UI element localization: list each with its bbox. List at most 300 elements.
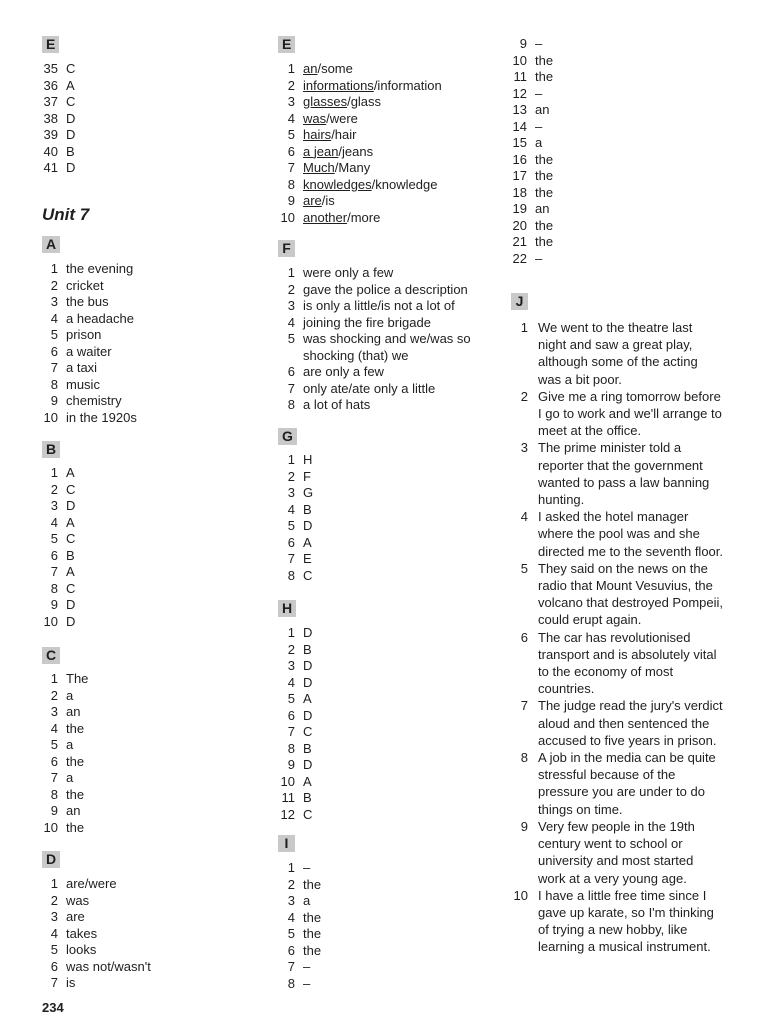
item-answer: B <box>303 740 312 756</box>
item-number: 10 <box>43 409 58 425</box>
item-number: 4 <box>287 674 295 690</box>
item-answer: a <box>66 687 74 703</box>
item-number: 4 <box>287 501 295 517</box>
item-answer: the <box>535 234 554 249</box>
item-number: 6 <box>50 958 58 974</box>
section-i-list <box>273 860 321 992</box>
item-answer: gave the police a description <box>303 281 468 297</box>
correct-word: /Many <box>334 160 371 175</box>
section-i-continued-list <box>505 36 553 267</box>
item-number: 5 <box>287 691 295 706</box>
sentence-item <box>505 319 724 388</box>
item-number: 7 <box>520 698 528 714</box>
list-item <box>36 127 75 144</box>
item-number: 3 <box>287 94 295 109</box>
list-item <box>505 168 553 185</box>
list-item <box>36 94 75 111</box>
sentence-item <box>505 887 724 956</box>
item-number: 9 <box>287 193 295 208</box>
list-item <box>505 53 553 70</box>
item-number: 8 <box>50 376 58 392</box>
item-answer: the <box>535 52 554 68</box>
item-number: 2 <box>287 641 295 657</box>
list-item <box>273 757 312 774</box>
item-answer: B <box>66 143 75 159</box>
item-answer: The <box>66 671 89 686</box>
item-number: 4 <box>50 514 58 530</box>
item-answer: a waiter <box>66 343 112 359</box>
section-f-badge: F <box>278 240 295 257</box>
item-number: 5 <box>50 531 58 546</box>
item-answer: chemistry <box>66 393 122 408</box>
item-number: 39 <box>43 127 58 142</box>
item-number: 5 <box>50 942 58 957</box>
item-answer: D <box>66 597 76 612</box>
item-number: 7 <box>287 551 295 566</box>
item-number: 10 <box>43 819 58 835</box>
item-answer: D <box>303 757 313 772</box>
wrong-word: are <box>303 193 322 208</box>
item-number: 3 <box>287 485 295 500</box>
list-item <box>505 201 553 218</box>
item-answer: D <box>66 160 76 175</box>
list-item <box>273 265 471 282</box>
list-item <box>36 909 151 926</box>
correct-word: /some <box>317 61 353 76</box>
item-number: 9 <box>287 757 295 772</box>
list-item <box>273 111 442 128</box>
item-number: 2 <box>50 481 58 497</box>
item-answer: a <box>66 737 74 752</box>
item-answer: an <box>535 201 550 216</box>
item-number: 11 <box>513 69 527 84</box>
list-item <box>273 724 312 741</box>
item-answer: C <box>303 724 313 739</box>
list-item <box>36 737 88 754</box>
item-answer: C <box>303 567 313 583</box>
item-number: 9 <box>50 393 58 408</box>
item-number: 12 <box>280 806 295 822</box>
item-number: 10 <box>280 209 295 225</box>
list-item <box>273 144 442 161</box>
item-number: 3 <box>287 658 295 673</box>
section-e2-list <box>273 61 442 226</box>
list-item <box>273 364 471 381</box>
list-item <box>36 311 137 328</box>
item-answer: only ate/ate only a little <box>303 380 436 396</box>
list-item <box>273 535 313 552</box>
item-number: 14 <box>512 118 527 134</box>
section-c-list <box>36 671 88 836</box>
item-answer: – <box>535 36 543 51</box>
item-answer: – <box>535 85 543 101</box>
list-item <box>36 581 75 598</box>
list-item <box>273 625 312 642</box>
item-answer: was shocking and we/was so <box>303 331 471 346</box>
list-item <box>273 518 313 535</box>
list-item <box>505 119 553 136</box>
item-answer: is <box>66 975 76 990</box>
item-answer: – <box>535 118 543 134</box>
item-number: 4 <box>287 909 295 925</box>
item-number: 20 <box>512 217 527 233</box>
item-number: 3 <box>287 893 295 908</box>
item-answer: the <box>66 819 85 835</box>
item-number: 9 <box>50 803 58 818</box>
item-answer: the <box>66 786 85 802</box>
item-number: 6 <box>50 343 58 359</box>
list-item <box>273 469 313 486</box>
item-answer: the <box>303 876 322 892</box>
item-number: 37 <box>43 94 58 109</box>
sentence-text: Give me a ring tomorrow before I go to work and we'll arrange to meet at the office. <box>538 388 722 439</box>
item-number: 18 <box>512 184 527 200</box>
list-item <box>273 78 442 95</box>
item-number: 5 <box>287 518 295 533</box>
list-item <box>273 160 442 177</box>
list-item <box>36 548 75 565</box>
wrong-word: glasses <box>303 94 348 109</box>
list-item <box>273 331 471 348</box>
list-item <box>36 688 88 705</box>
item-number: 2 <box>287 77 295 93</box>
item-number: 41 <box>43 160 58 175</box>
list-item <box>36 465 75 482</box>
sentence-text: The judge read the jury's verdict aloud and then sentenced the accused to five years in prison. <box>538 698 723 748</box>
item-number: 7 <box>287 959 295 974</box>
item-answer: an <box>66 803 81 818</box>
list-item <box>36 959 151 976</box>
item-number: 7 <box>287 380 295 396</box>
list-item <box>273 807 312 824</box>
list-item <box>36 614 75 631</box>
wrong-word: an <box>303 61 318 76</box>
item-number: 8 <box>50 580 58 596</box>
item-number: 5 <box>50 327 58 342</box>
item-answer: D <box>66 498 76 513</box>
item-answer: D <box>66 613 76 629</box>
item-answer: prison <box>66 327 102 342</box>
correct-word: /more <box>347 209 381 225</box>
section-c-badge: C <box>42 647 60 664</box>
list-item <box>273 877 321 894</box>
list-item <box>273 193 442 210</box>
item-answer: C <box>66 481 76 497</box>
wrong-word: was <box>303 110 327 126</box>
item-answer: cricket <box>66 277 104 293</box>
item-answer: E <box>303 551 312 566</box>
item-number: 7 <box>287 160 295 175</box>
list-item <box>273 943 321 960</box>
item-number: 6 <box>287 707 295 723</box>
item-answer: C <box>66 61 76 76</box>
list-item <box>36 721 88 738</box>
item-answer: are <box>66 909 85 924</box>
item-answer: – <box>303 975 311 991</box>
item-answer: the <box>303 909 322 925</box>
item-number: 17 <box>512 168 527 183</box>
sentence-item <box>505 629 724 698</box>
item-number: 2 <box>287 281 295 297</box>
item-number: 9 <box>520 818 528 834</box>
item-answer: the <box>535 217 554 233</box>
section-b-list <box>36 465 75 630</box>
correct-word: /glass <box>347 94 382 109</box>
item-number: 1 <box>50 876 58 891</box>
list-item <box>36 78 75 95</box>
item-answer: A <box>303 691 312 706</box>
item-answer: C <box>66 94 76 109</box>
item-number: 6 <box>287 534 295 550</box>
item-answer: C <box>66 531 76 546</box>
list-item <box>273 127 442 144</box>
item-number: 9 <box>519 36 527 51</box>
section-j-badge: J <box>511 293 528 310</box>
item-number: 3 <box>50 704 58 719</box>
item-answer: looks <box>66 942 97 957</box>
item-number: 8 <box>287 567 295 583</box>
item-answer: music <box>66 376 100 392</box>
item-answer: B <box>303 501 312 517</box>
list-item <box>36 515 75 532</box>
list-item <box>273 298 471 315</box>
list-item <box>36 942 151 959</box>
list-item <box>273 959 321 976</box>
item-answer: D <box>303 707 313 723</box>
item-number: 2 <box>50 687 58 703</box>
item-answer: A <box>66 77 75 93</box>
list-item <box>273 910 321 927</box>
section-h-badge: H <box>278 600 296 617</box>
item-number: 8 <box>520 750 528 766</box>
list-item <box>273 348 471 365</box>
section-g-badge: G <box>278 428 297 445</box>
item-answer: C <box>66 580 76 596</box>
correct-word: /were <box>326 110 358 126</box>
sentence-item <box>505 388 724 440</box>
list-item <box>273 210 442 227</box>
item-answer: the <box>535 168 554 183</box>
item-number: 4 <box>50 720 58 736</box>
sentence-item <box>505 439 724 508</box>
list-item <box>36 754 88 771</box>
list-item <box>36 531 75 548</box>
list-item <box>273 675 312 692</box>
list-item <box>505 185 553 202</box>
item-number: 1 <box>50 671 58 686</box>
item-number: 5 <box>287 331 295 346</box>
section-a-badge: A <box>42 236 60 253</box>
item-answer: joining the fire brigade <box>303 314 431 330</box>
wrong-word: a jean <box>303 143 339 159</box>
sentence-item <box>505 697 724 749</box>
item-number: 21 <box>512 234 527 249</box>
item-answer: an <box>66 704 81 719</box>
item-answer: A <box>303 773 312 789</box>
item-answer: D <box>303 625 313 640</box>
list-item <box>505 234 553 251</box>
item-answer: the <box>303 942 322 958</box>
sentence-text: They said on the news on the radio that Mount Vesuvius, the volcano that destroyed Pompeii, could erupt again. <box>538 560 723 628</box>
wrong-word: Much <box>303 160 335 175</box>
item-answer: was not/wasn't <box>66 958 151 974</box>
item-number: 10 <box>280 773 295 789</box>
list-item <box>36 261 137 278</box>
item-answer: in the 1920s <box>66 409 137 425</box>
item-answer: is only a little/is not a lot of <box>303 298 455 313</box>
item-answer: was <box>66 892 90 908</box>
list-item <box>273 926 321 943</box>
sentence-text: We went to the theatre last night and saw a great play, although some of the acting was a bit poor. <box>538 320 698 387</box>
item-number: 3 <box>50 909 58 924</box>
section-e2-badge: E <box>278 36 295 53</box>
item-number: 2 <box>287 468 295 484</box>
item-answer: – <box>303 860 311 875</box>
item-number: 7 <box>50 770 58 785</box>
item-number: 6 <box>287 364 295 379</box>
item-answer: the <box>535 69 554 84</box>
sentence-item <box>505 508 724 560</box>
item-number: 1 <box>520 320 528 335</box>
item-answer: B <box>303 641 312 657</box>
item-number: 6 <box>50 753 58 769</box>
item-answer: D <box>66 127 76 142</box>
sentence-text: I asked the hotel manager where the pool was and she directed me to the seventh floor. <box>538 509 723 559</box>
list-item <box>273 976 321 993</box>
unit-title: Unit 7 <box>42 205 90 224</box>
correct-word: /knowledge <box>371 176 438 192</box>
item-number: 8 <box>287 397 295 412</box>
item-number: 2 <box>50 892 58 908</box>
list-item <box>505 135 553 152</box>
item-answer: a taxi <box>66 360 98 375</box>
wrong-word: informations <box>303 77 374 93</box>
list-item <box>505 69 553 86</box>
section-g-list <box>273 452 313 584</box>
item-number: 11 <box>281 790 295 805</box>
list-item <box>273 315 471 332</box>
item-number: 12 <box>512 85 527 101</box>
correct-word: /is <box>321 193 335 208</box>
list-item <box>36 597 75 614</box>
section-f-list <box>273 265 471 414</box>
item-answer: the <box>66 753 85 769</box>
list-item <box>36 787 88 804</box>
item-answer: – <box>535 250 543 266</box>
item-answer: an <box>535 102 550 117</box>
item-number: 1 <box>287 625 295 640</box>
item-number: 5 <box>520 560 528 576</box>
list-item <box>273 551 313 568</box>
item-number: 7 <box>50 975 58 990</box>
item-answer: were only a few <box>303 265 394 280</box>
list-item <box>36 820 88 837</box>
item-answer: F <box>303 468 311 484</box>
list-item <box>505 86 553 103</box>
item-answer: H <box>303 452 313 467</box>
item-number: 10 <box>513 887 528 903</box>
list-item <box>273 568 313 585</box>
item-answer: A <box>66 514 75 530</box>
section-e-list <box>36 61 75 177</box>
list-item <box>36 377 137 394</box>
list-item <box>36 111 75 128</box>
sentence-item <box>505 818 724 887</box>
correct-word: /jeans <box>338 143 374 159</box>
item-answer: a <box>66 770 74 785</box>
item-number: 9 <box>50 597 58 612</box>
item-number: 22 <box>512 250 527 266</box>
item-number: 35 <box>43 61 58 76</box>
item-number: 3 <box>520 440 528 456</box>
wrong-word: another <box>303 209 348 225</box>
section-d-badge: D <box>42 851 60 868</box>
item-answer: B <box>303 790 312 805</box>
list-item <box>36 704 88 721</box>
item-number: 2 <box>287 876 295 892</box>
sentence-text: The car has revolutionised transport and is absolutely vital to the economy of most countries. <box>538 629 717 697</box>
item-number: 3 <box>50 294 58 309</box>
list-item <box>273 708 312 725</box>
list-item <box>36 144 75 161</box>
item-number: 8 <box>287 740 295 756</box>
list-item <box>36 975 151 992</box>
list-item <box>273 282 471 299</box>
item-answer: a headache <box>66 310 134 326</box>
item-number: 2 <box>520 388 528 404</box>
item-number: 1 <box>50 465 58 480</box>
wrong-word: knowledges <box>303 176 372 192</box>
list-item <box>273 658 312 675</box>
item-answer: A <box>66 564 75 579</box>
item-answer: the <box>303 926 322 941</box>
item-number: 1 <box>287 452 295 467</box>
section-b-badge: B <box>42 441 60 458</box>
item-number: 40 <box>43 143 58 159</box>
list-item <box>273 177 442 194</box>
item-answer: the <box>535 184 554 200</box>
item-answer: A <box>303 534 312 550</box>
list-item <box>273 893 321 910</box>
item-answer: D <box>303 674 313 690</box>
item-answer: are only a few <box>303 364 384 379</box>
item-number: 1 <box>287 860 295 875</box>
list-item <box>36 278 137 295</box>
list-item <box>36 893 151 910</box>
list-item <box>273 61 442 78</box>
item-number: 7 <box>50 564 58 579</box>
item-number: 1 <box>287 61 295 76</box>
item-number: 1 <box>287 265 295 280</box>
section-d-list <box>36 876 151 992</box>
item-number: 6 <box>287 143 295 159</box>
list-item <box>36 482 75 499</box>
item-number: 16 <box>512 151 527 167</box>
item-number: 4 <box>287 110 295 126</box>
item-number: 4 <box>50 310 58 326</box>
item-number: 8 <box>287 176 295 192</box>
sentence-item <box>505 560 724 629</box>
item-number: 4 <box>520 509 528 525</box>
sentence-item <box>505 749 724 818</box>
list-item <box>36 876 151 893</box>
item-answer: C <box>303 806 313 822</box>
list-item <box>36 498 75 515</box>
item-number: 4 <box>287 314 295 330</box>
item-number: 1 <box>50 261 58 276</box>
item-answer: the bus <box>66 294 109 309</box>
item-answer: a <box>535 135 543 150</box>
